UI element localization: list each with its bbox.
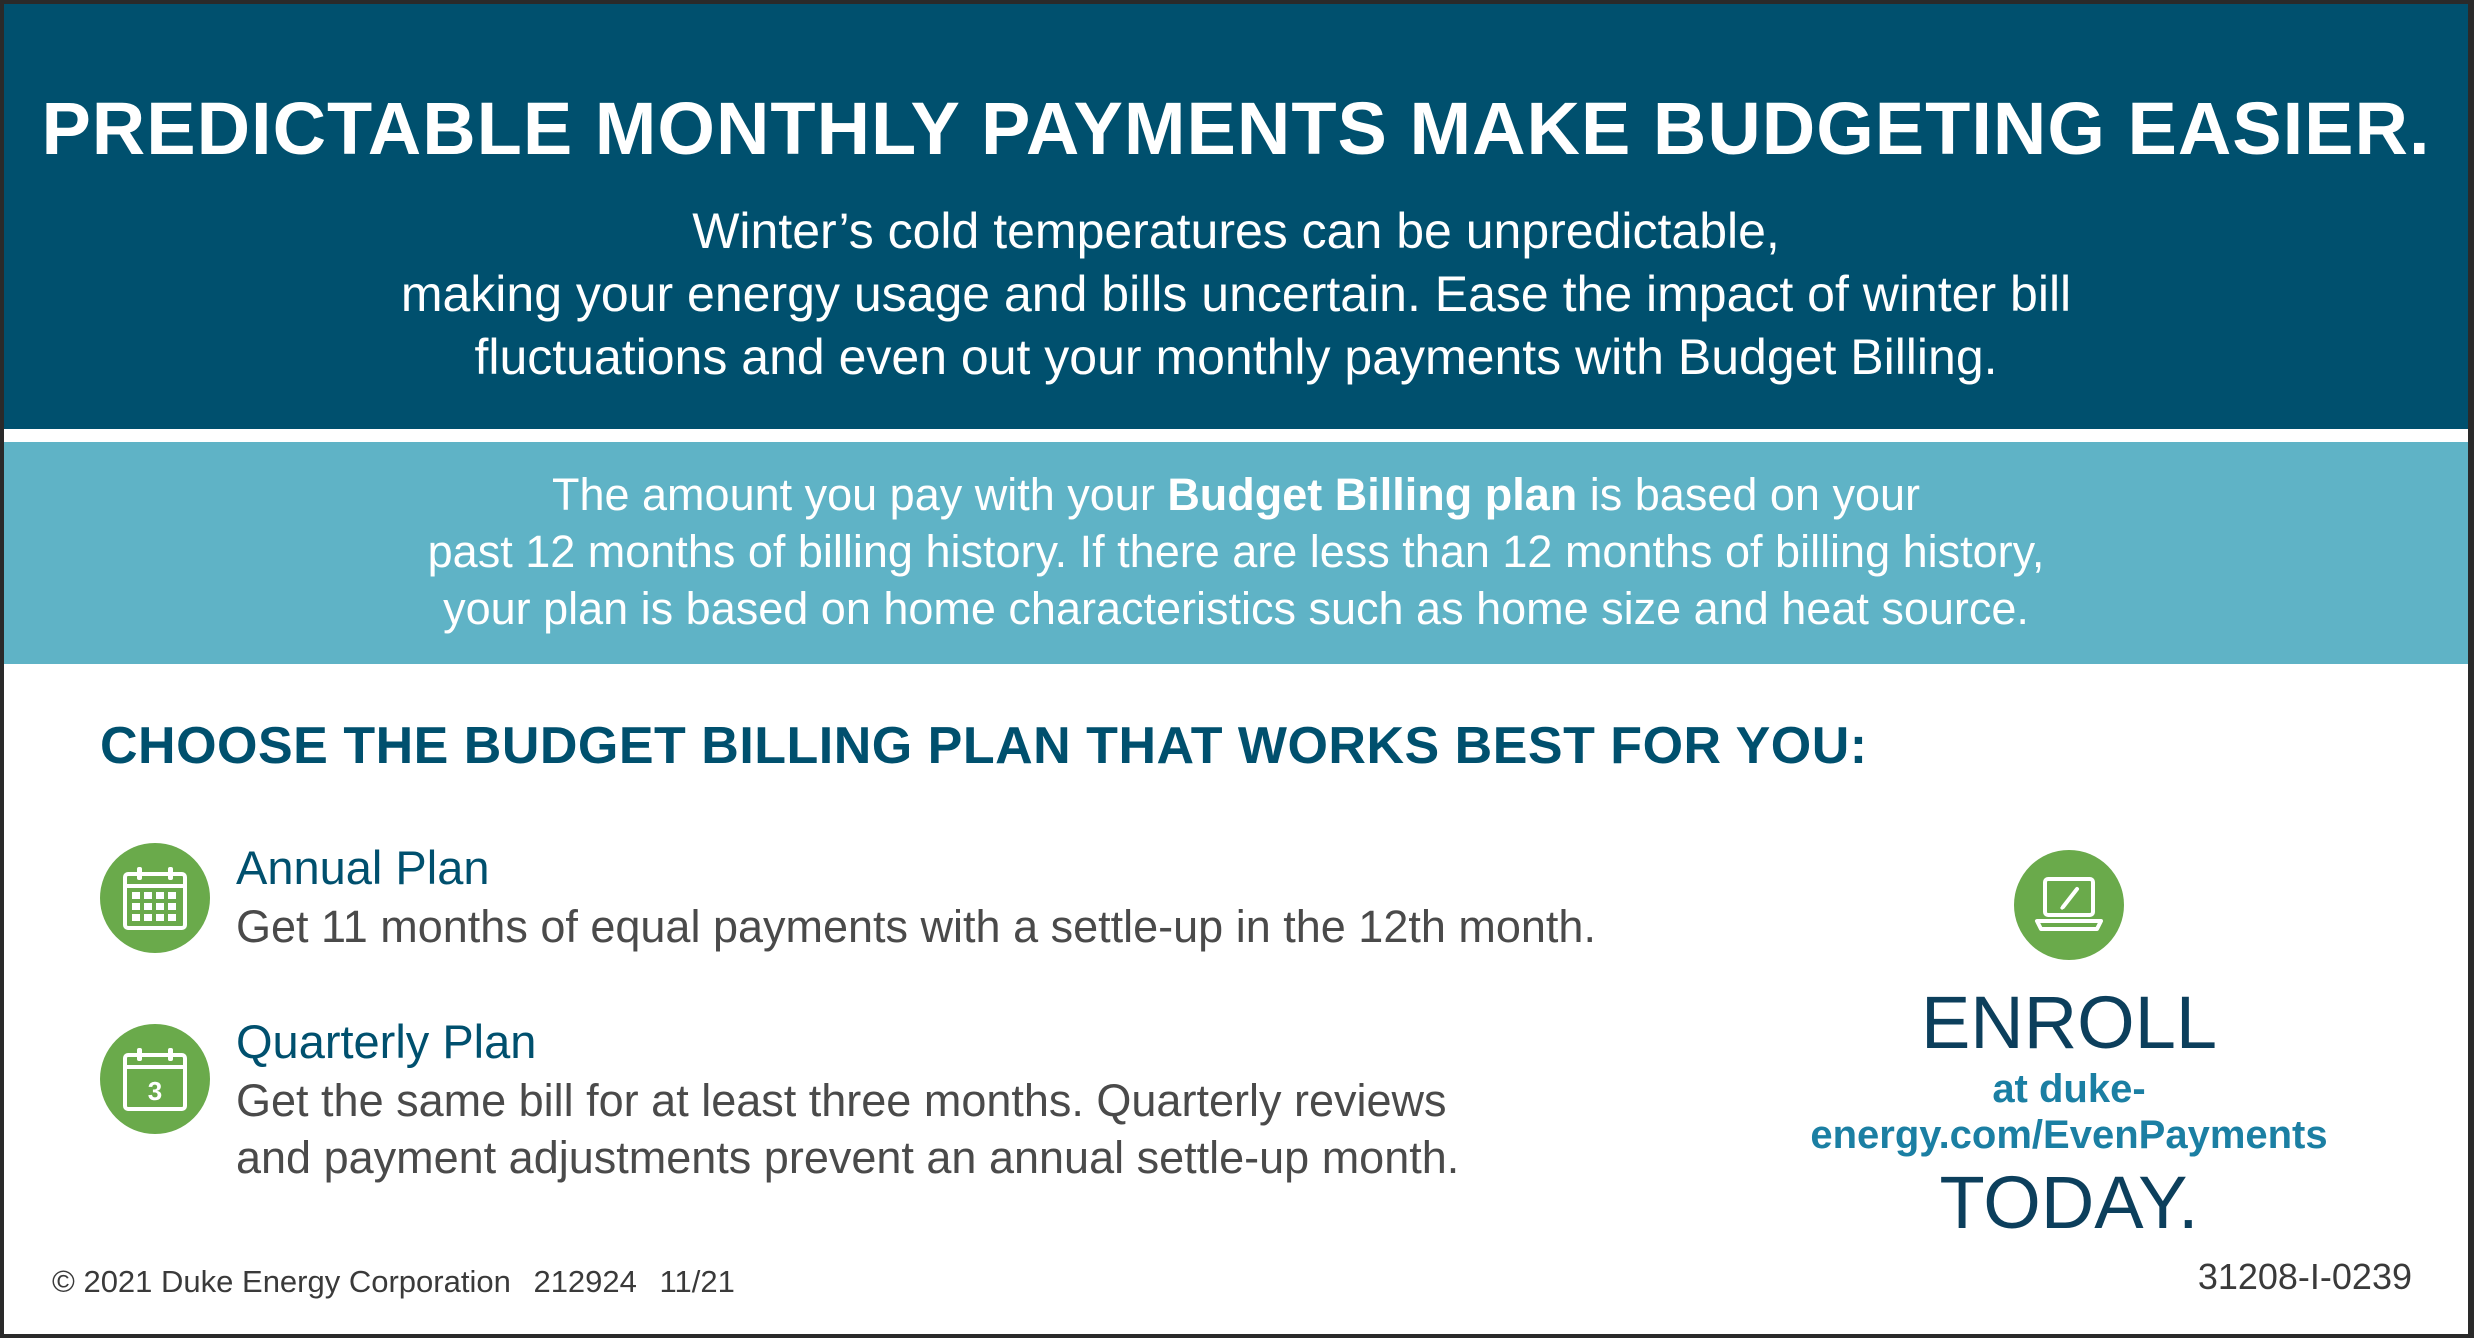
plan-description	[236, 898, 1596, 955]
document-number: 212924	[533, 1264, 637, 1299]
enroll-title: ENROLL	[1920, 981, 2218, 1064]
plan-description	[236, 1072, 1459, 1186]
copyright-text: © 2021 Duke Energy Corporation	[52, 1264, 511, 1299]
billing-info-band	[4, 442, 2468, 664]
enroll-link[interactable]: at duke-energy.com/EvenPayments	[1810, 1067, 2328, 1157]
plan-name: Annual Plan	[236, 841, 490, 894]
enroll-callout	[1744, 850, 2394, 1248]
laptop-icon	[2014, 850, 2124, 960]
billing-info-line: past 12 months of billing history. If there are less than 12 months of billing history,	[427, 526, 2045, 577]
plans-heading: CHOOSE THE BUDGET BILLING PLAN THAT WORKS BEST FOR YOU:	[100, 717, 1868, 775]
intro-line: Winter’s cold temperatures can be unpredictable,	[692, 203, 1780, 259]
job-code: 31208-I-0239	[2197, 1256, 2412, 1297]
enroll-today: TODAY.	[1939, 1161, 2199, 1244]
billing-info-line	[154, 466, 2318, 523]
budget-billing-plan-emphasis: Budget Billing plan	[1167, 469, 1578, 520]
document-date: 11/21	[659, 1264, 735, 1299]
billing-info-text-end: is based on your	[1577, 469, 1920, 520]
billing-info-text-start: The amount you pay with your	[551, 469, 1168, 520]
intro-line: making your energy usage and bills uncertain. Ease the impact of winter bill	[400, 266, 2072, 322]
billing-info-line: your plan is based on home characteristics such as home size and heat source.	[443, 583, 2029, 634]
intro-line: fluctuations and even out your monthly payments with Budget Billing.	[474, 329, 1998, 385]
plan-description-line: Get the same bill for at least three months. Quarterly reviews	[236, 1075, 1447, 1126]
divider	[4, 429, 2468, 442]
copyright-notice	[52, 1264, 749, 1300]
plan-name: Quarterly Plan	[236, 1015, 537, 1068]
header-band	[4, 4, 2468, 429]
calendar-3-icon	[100, 1024, 210, 1134]
plan-description-line: Get 11 months of equal payments with a settle-up in the 12th month.	[236, 901, 1596, 952]
calendar-day-number: 3	[147, 1076, 163, 1106]
plan-description-line: and payment adjustments prevent an annual settle-up month.	[236, 1132, 1460, 1183]
calendar-grid-icon	[100, 843, 210, 953]
headline: PREDICTABLE MONTHLY PAYMENTS MAKE BUDGETING EASIER.	[41, 87, 2431, 170]
billing-info-text	[154, 466, 2318, 637]
intro-text	[204, 200, 2268, 389]
